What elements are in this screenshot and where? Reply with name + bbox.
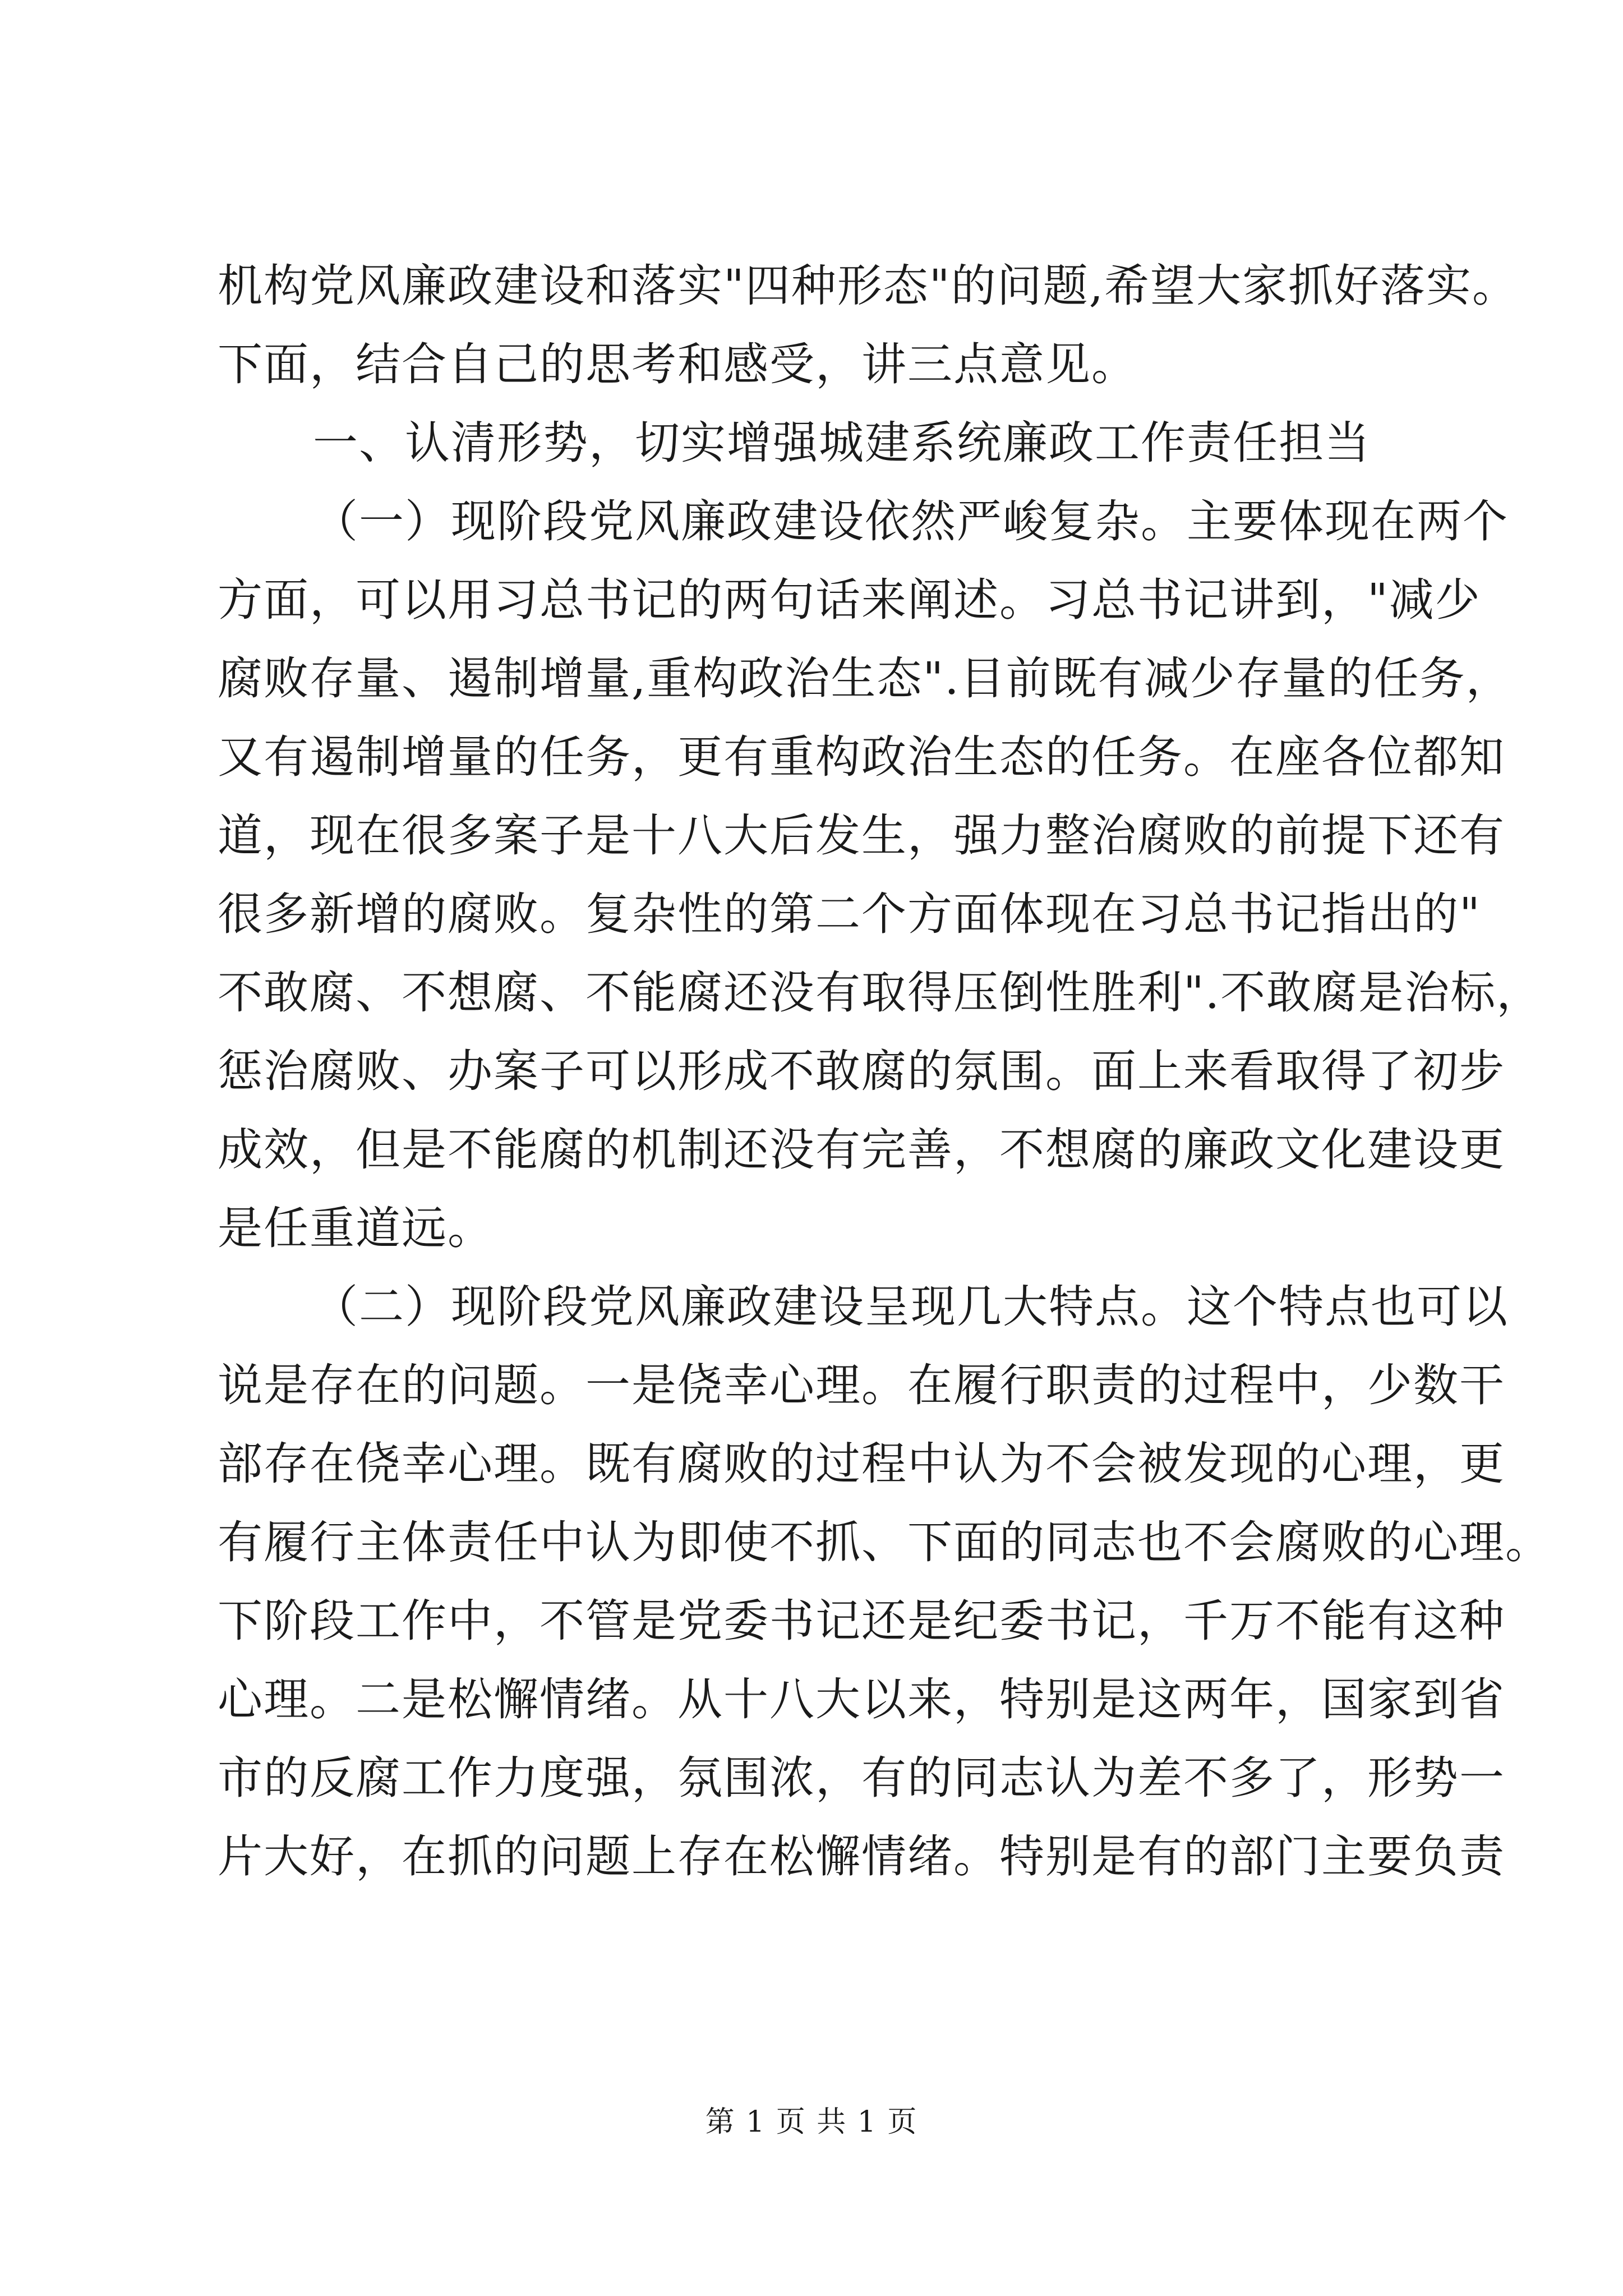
text-line: 机构党风廉政建设和落实"四种形态"的问题,希望大家抓好落实。 (218, 260, 1519, 312)
text-line: 下面，结合自己的思考和感受，讲三点意见。 (218, 338, 1137, 390)
text-line: 一、认清形势，切实增强城建系统廉政工作责任担当 (313, 417, 1371, 469)
text-line: 方面，可以用习总书记的两句话来阐述。习总书记讲到，"减少 (218, 574, 1481, 626)
text-line: 片大好，在抓的问题上存在松懈情绪。特别是有的部门主要负责 (218, 1830, 1505, 1883)
text-line: （二）现阶段党风廉政建设呈现几大特点。这个特点也可以 (313, 1281, 1509, 1333)
text-line: 腐败存量、遏制增量,重构政治生态".目前既有减少存量的任务， (218, 652, 1512, 705)
text-line: 又有遏制增量的任务，更有重构政治生态的任务。在座各位都知 (218, 731, 1505, 783)
text-line: 说是存在的问题。一是侥幸心理。在履行职责的过程中，少数干 (218, 1359, 1505, 1411)
text-line: 不敢腐、不想腐、不能腐还没有取得压倒性胜利".不敢腐是治标， (218, 967, 1543, 1019)
text-line: 成效，但是不能腐的机制还没有完善，不想腐的廉政文化建设更 (218, 1124, 1505, 1176)
text-line: 很多新增的腐败。复杂性的第二个方面体现在习总书记指出的" (218, 888, 1481, 940)
text-line: 惩治腐败、办案子可以形成不敢腐的氛围。面上来看取得了初步 (218, 1045, 1505, 1097)
text-line: 道，现在很多案子是十八大后发生，强力整治腐败的前提下还有 (218, 809, 1505, 862)
text-line: 心理。二是松懈情绪。从十八大以来，特别是这两年，国家到省 (218, 1673, 1505, 1726)
text-line: 市的反腐工作力度强，氛围浓，有的同志认为差不多了，形势一 (218, 1752, 1505, 1804)
text-line: （一）现阶段党风廉政建设依然严峻复杂。主要体现在两个 (313, 495, 1509, 547)
page-footer: 第 1 页 共 1 页 (705, 2105, 918, 2139)
document-body (218, 247, 1551, 1896)
text-line: 有履行主体责任中认为即使不抓、下面的同志也不会腐败的心理。 (218, 1516, 1551, 1568)
text-line: 部存在侥幸心理。既有腐败的过程中认为不会被发现的心理，更 (218, 1438, 1505, 1490)
text-line: 是任重道远。 (218, 1202, 494, 1254)
text-line: 下阶段工作中，不管是党委书记还是纪委书记，千万不能有这种 (218, 1595, 1505, 1647)
